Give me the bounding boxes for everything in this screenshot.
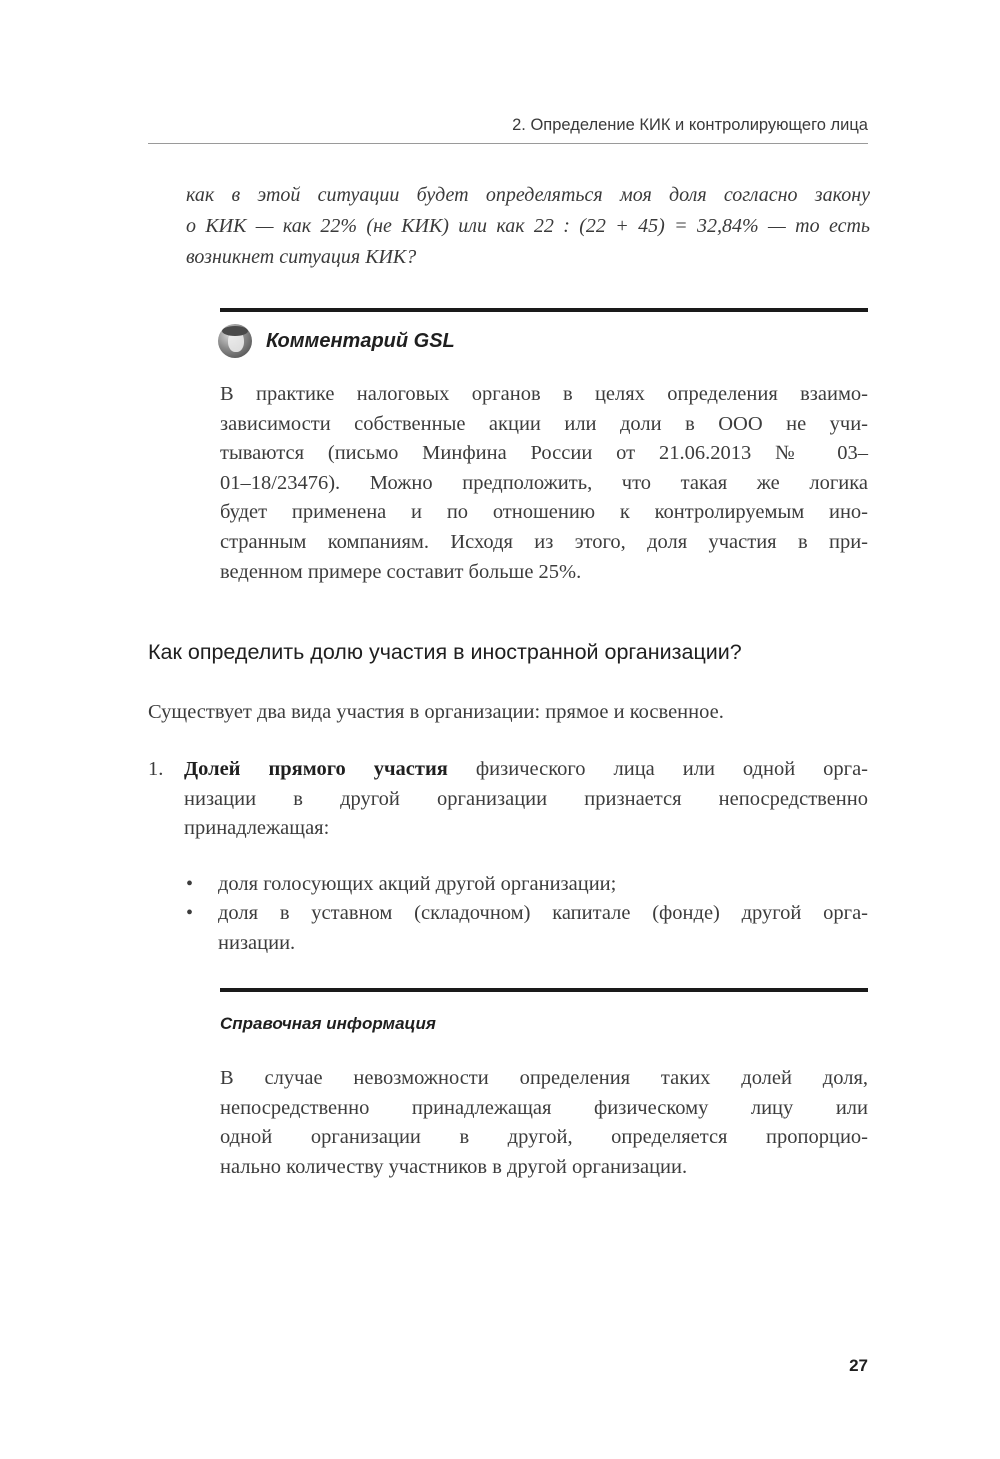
comment-line: тываются (письмо Минфина России от 21.06.2013 № 03– <box>220 442 868 465</box>
bullet-line: доля голосующих акций другой организации; <box>218 873 617 895</box>
comment-line: 01–18/23476). Можно предположить, что такая же логика <box>220 471 868 494</box>
list-item-line: низации в другой организации признается непосредственно <box>184 787 868 810</box>
list-item-line: принадлежащая: <box>184 817 330 840</box>
list-item-line-rest: физического лица или одной орга- <box>447 758 868 780</box>
running-header: 2. Определение КИК и контролирующего лица <box>512 116 868 134</box>
comment-line: веденном примере составит больше 25%. <box>220 560 582 583</box>
section-heading: Как определить долю участия в иностранной организации? <box>148 640 742 664</box>
comment-line: странным компаниям. Исходя из этого, доля участия в при- <box>220 530 868 553</box>
question-line: возникнет ситуация КИК? <box>186 246 417 268</box>
intro-line: Существует два вида участия в организации: прямое и косвенное. <box>148 701 724 723</box>
reference-title: Справочная информация <box>220 1014 436 1033</box>
intro-paragraph <box>148 698 868 728</box>
bullet-line: доля в уставном (складочном) капитале (фонде) другой орга- <box>218 902 868 924</box>
reference-line: В случае невозможности определения таких долей доля, <box>220 1067 868 1089</box>
bold-term: Долей прямого участия <box>184 758 448 780</box>
reference-body <box>220 1064 868 1182</box>
header-divider <box>148 143 868 144</box>
bullet-line: низации. <box>218 931 296 954</box>
reference-line: нально количеству участников в другой организации. <box>220 1155 688 1178</box>
reference-line: непосредственно принадлежащая физическому лицу или <box>220 1096 868 1119</box>
italic-question <box>186 180 870 273</box>
comment-body <box>220 380 868 587</box>
bullet-item <box>218 870 868 900</box>
gsl-avatar-icon <box>218 324 252 358</box>
list-item-body <box>184 755 868 844</box>
question-line: о КИК — как 22% (не КИК) или как 22 : (22 + 45) = 32,84% — то есть <box>186 215 870 237</box>
question-line: как в этой ситуации будет определяться моя доля согласно закону <box>186 184 870 206</box>
reference-line: одной организации в другой, определяется пропорцио- <box>220 1126 868 1149</box>
bullet-marker: • <box>186 873 194 895</box>
list-item-line <box>184 755 868 785</box>
page-number: 27 <box>849 1356 868 1375</box>
reference-top-rule <box>220 988 868 992</box>
bullet-item <box>218 899 868 958</box>
comment-line: будет применена и по отношению к контролируемым ино- <box>220 501 868 524</box>
comment-line: зависимости собственные акции или доли в ООО не учи- <box>220 412 868 435</box>
comment-line: В практике налоговых органов в целях определения взаимо- <box>220 383 868 405</box>
comment-title: Комментарий GSL <box>266 329 455 352</box>
list-item-number: 1. <box>148 758 164 780</box>
bullet-marker: • <box>186 902 194 924</box>
comment-heading <box>218 324 455 358</box>
comment-top-rule <box>220 308 868 312</box>
